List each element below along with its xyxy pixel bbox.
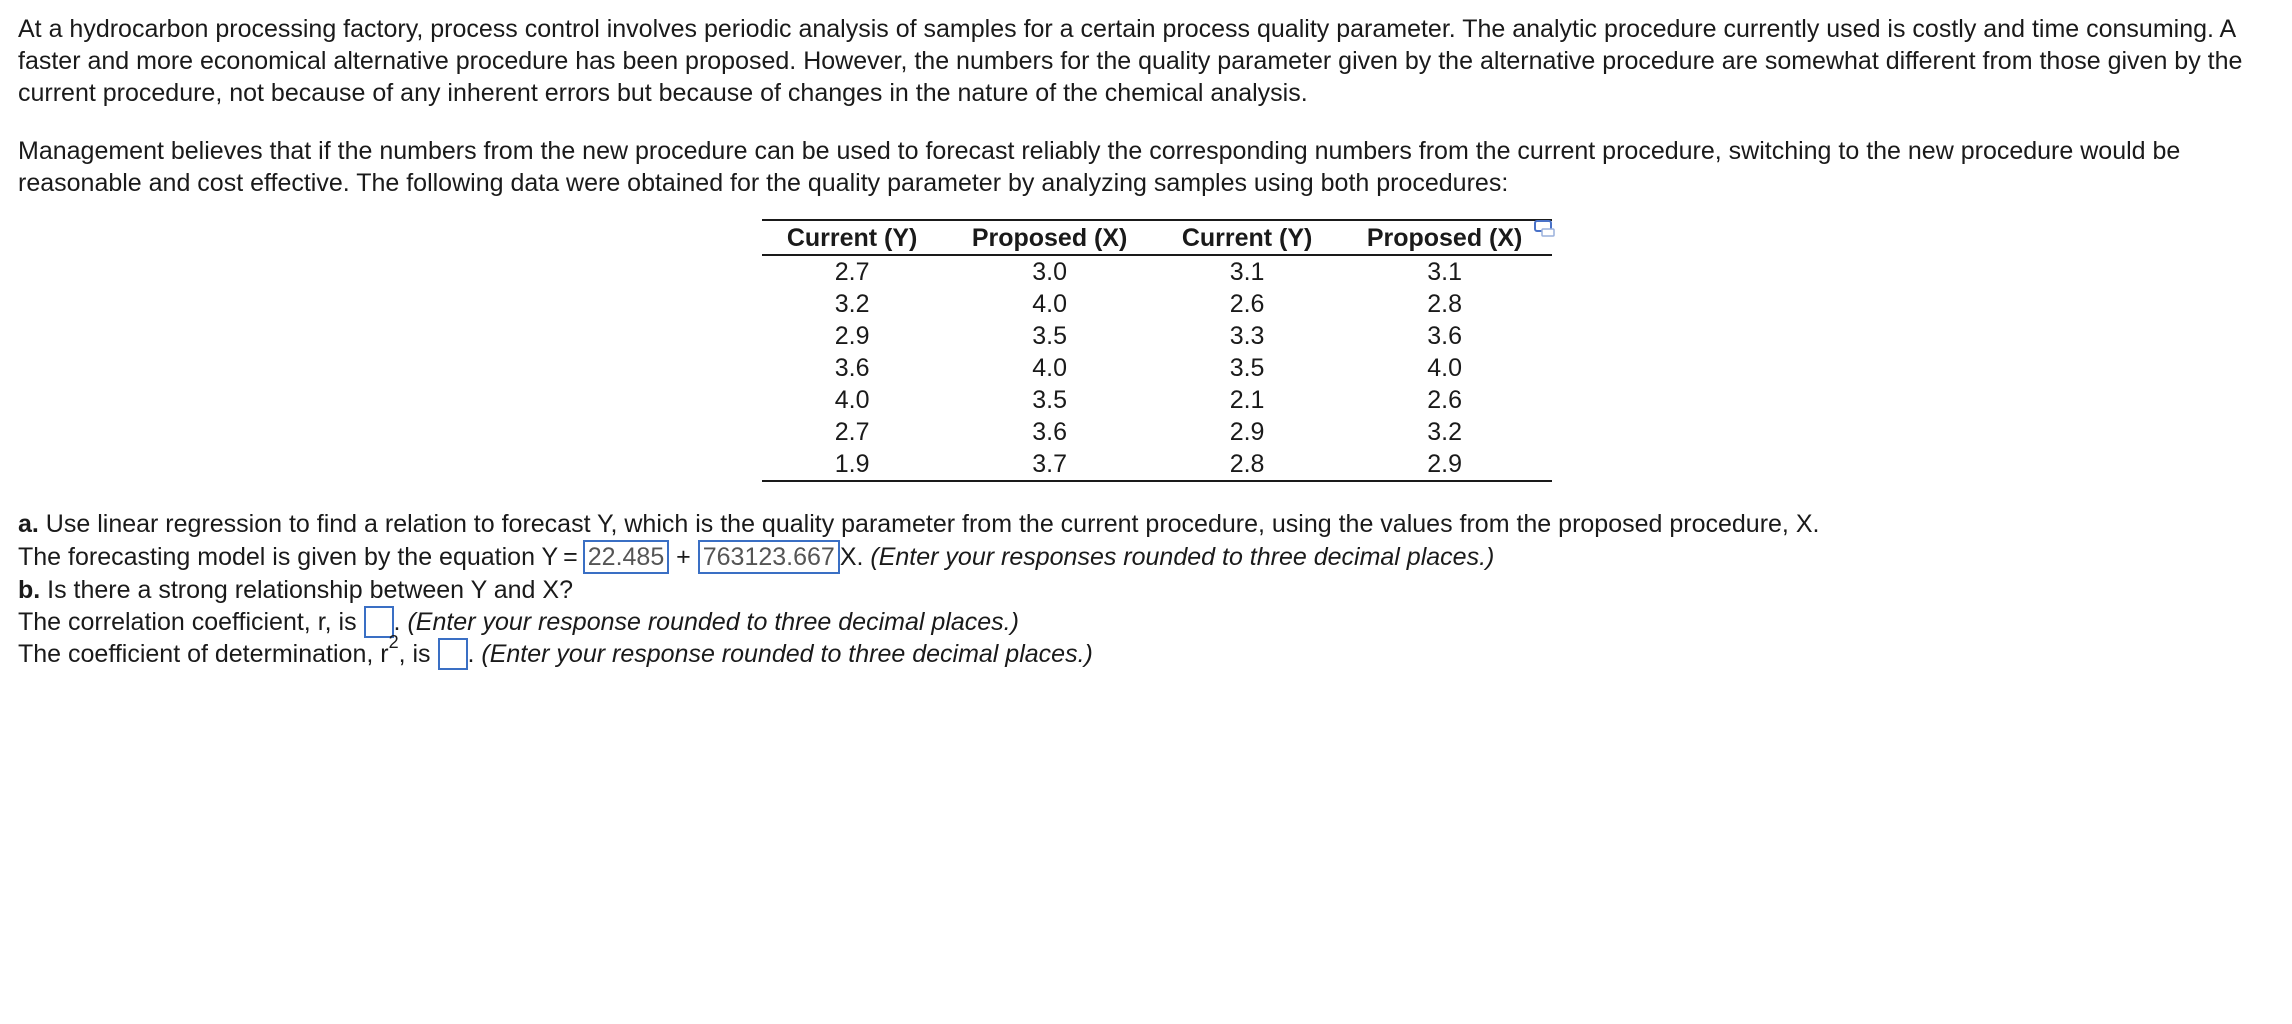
determination-answer-field[interactable] (438, 638, 468, 670)
table-row (762, 416, 1552, 448)
r2-hint: (Enter your response rounded to three decimal places.) (481, 640, 1093, 668)
slope-answer-field[interactable]: 763123.667 (698, 540, 840, 574)
question-a-text: Use linear regression to find a relation to forecast Y, which is the quality parameter from the current procedure, using the values from the proposed procedure, X. (38, 510, 1820, 538)
intro-paragraph-2: Management believes that if the numbers from the new procedure can be used to forecast reliably the corresponding numbers from the current procedure, switching to the new procedure would be reasonable and cost effective. The following data were obtained for the quality parameter by analyzing samples using both procedures: (18, 137, 2181, 197)
questions-section (18, 508, 2280, 670)
table-cell: 3.6 (834, 354, 870, 382)
table-cell: 3.7 (1032, 450, 1067, 478)
question-page (18, 13, 2280, 670)
table-cell: 3.6 (1032, 418, 1067, 446)
table-row (762, 255, 1552, 288)
table-cell: 2.9 (1427, 450, 1462, 478)
forecast-equation-line (18, 540, 2280, 574)
table-cell: 3.1 (1229, 258, 1265, 286)
table-cell: 1.9 (834, 450, 870, 478)
table-cell: 3.6 (1427, 322, 1462, 350)
question-b (18, 574, 2280, 606)
equation-suffix: X. (839, 543, 871, 571)
header-current-y-1: Current (Y) (762, 220, 942, 255)
equation-plus: + (669, 543, 698, 571)
r2-superscript: 2 (388, 632, 399, 652)
data-table (762, 219, 1552, 482)
table-cell: 4.0 (1032, 354, 1067, 382)
question-b-label: b. (18, 576, 41, 604)
intro-paragraph-1: At a hydrocarbon processing factory, process control involves periodic analysis of samples for a certain process quality parameter. The analytic procedure currently used is costly and time consuming. A faster and more economical alternative procedure has been proposed. However, the numbers for the quality parameter given by the alternative procedure are somewhat different from those given by the current procedure, not because of any inherent errors but because of changes in the nature of the chemical analysis. (18, 15, 2243, 107)
table-cell: 2.9 (1229, 418, 1265, 446)
copy-table-icon[interactable] (1533, 219, 1557, 239)
r2-mid: , is (398, 640, 438, 668)
table-cell: 2.6 (1229, 290, 1265, 318)
table-cell: 2.8 (1229, 450, 1265, 478)
header-proposed-x-2: Proposed (X) (1337, 220, 1552, 255)
table-row (762, 320, 1552, 352)
table-cell: 3.1 (1427, 258, 1462, 286)
table-cell: 2.6 (1427, 386, 1462, 414)
r2-prefix: The coefficient of determination, r (18, 640, 389, 668)
table-cell: 3.5 (1229, 354, 1265, 382)
r2-suffix: . (467, 640, 482, 668)
equation-hint: (Enter your responses rounded to three decimal places.) (870, 543, 1495, 571)
table-cell: 3.5 (1032, 386, 1067, 414)
equation-prefix: The forecasting model is given by the equation Y = (18, 543, 583, 571)
correlation-line (18, 606, 2280, 638)
table-cell: 2.7 (834, 418, 870, 446)
data-table-container (762, 219, 1552, 482)
header-proposed-x-1: Proposed (X) (942, 220, 1157, 255)
table-cell: 3.0 (1032, 258, 1067, 286)
table-cell: 3.3 (1229, 322, 1265, 350)
table-row (762, 384, 1552, 416)
table-row (762, 288, 1552, 320)
table-cell: 2.1 (1229, 386, 1265, 414)
table-row (762, 448, 1552, 481)
header-current-y-2: Current (Y) (1157, 220, 1337, 255)
r-hint: (Enter your response rounded to three decimal places.) (407, 608, 1019, 636)
table-cell: 3.2 (834, 290, 870, 318)
table-cell: 2.7 (834, 258, 870, 286)
table-cell: 3.2 (1427, 418, 1462, 446)
table-header-row (762, 220, 1552, 255)
determination-line (18, 632, 2280, 670)
question-b-text: Is there a strong relationship between Y and X? (40, 576, 573, 604)
question-a (18, 508, 2280, 540)
table-cell: 4.0 (1032, 290, 1067, 318)
r-prefix: The correlation coefficient, r, is (18, 608, 364, 636)
table-cell: 4.0 (1427, 354, 1462, 382)
table-row (762, 352, 1552, 384)
r-suffix: . (393, 608, 408, 636)
intercept-answer-field[interactable]: 22.485 (583, 540, 669, 574)
table-cell: 4.0 (834, 386, 870, 414)
table-cell: 2.8 (1427, 290, 1462, 318)
question-a-label: a. (18, 510, 39, 538)
table-cell: 3.5 (1032, 322, 1067, 350)
table-cell: 2.9 (834, 322, 870, 350)
